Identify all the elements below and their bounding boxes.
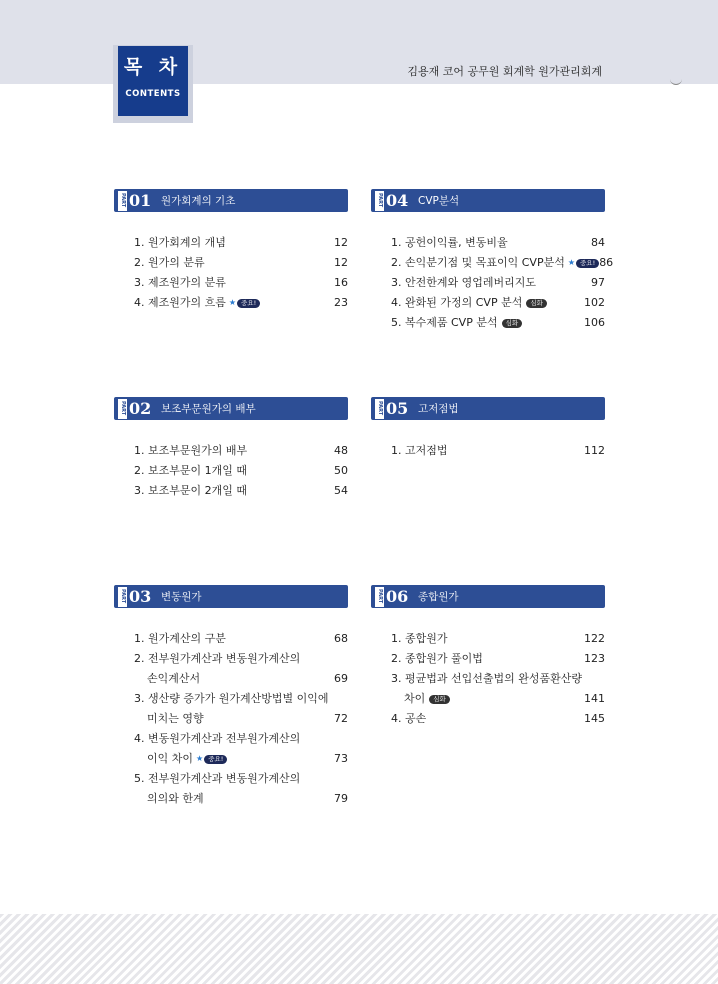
toc-entry[interactable] <box>134 253 348 273</box>
toc-entry-title: 손익계산서 <box>147 672 201 685</box>
section-title: 변동원가 <box>161 591 202 603</box>
toc-entry-title: 4. 공손 <box>391 712 427 725</box>
toc-entry[interactable] <box>134 629 348 649</box>
section-02 <box>114 397 348 501</box>
advanced-tag: 심화 <box>429 695 450 704</box>
toc-page-number: 112 <box>584 444 605 457</box>
toc-entry-title: 3. 평균법과 선입선출법의 완성품환산량 <box>391 672 582 685</box>
toc-page-number: 54 <box>334 484 348 497</box>
toc-entry-title: 이익 차이 ★ 중요! <box>134 749 227 769</box>
toc-entry-title: 3. 생산량 증가가 원가계산방법별 이익에 <box>134 692 329 705</box>
toc-entry-title: 3. 안전한계와 영업레버리지도 <box>391 276 536 289</box>
toc-entry-title: 2. 보조부문이 1개일 때 <box>134 464 247 477</box>
toc-entry[interactable] <box>391 233 605 253</box>
toc-entry-title: 4. 변동원가계산과 전부원가계산의 <box>134 732 301 745</box>
toc-entry[interactable] <box>134 709 348 729</box>
toc-entry[interactable] <box>391 293 605 313</box>
star-icon: ★ <box>228 298 237 307</box>
important-tag: 중요! <box>204 755 227 764</box>
part-label: PART <box>375 587 384 607</box>
toc-entry[interactable] <box>134 481 348 501</box>
part-label: PART <box>375 399 384 419</box>
toc-entry[interactable] <box>134 749 348 769</box>
toc-page-number: 123 <box>584 652 605 665</box>
important-tag: 중요! <box>576 259 599 268</box>
toc-page-number: 84 <box>591 236 605 249</box>
toc-entry[interactable] <box>134 669 348 689</box>
toc-entry[interactable] <box>391 441 605 461</box>
toc-entry-title: 5. 전부원가계산과 변동원가계산의 <box>134 772 301 785</box>
toc-entry-title: 의의와 한계 <box>147 792 204 805</box>
toc-entry[interactable] <box>134 769 348 789</box>
toc-entry-title: 4. 제조원가의 흐름 ★ 중요! <box>134 293 260 313</box>
toc-entry-title: 1. 보조부문원가의 배부 <box>134 444 248 457</box>
advanced-tag: 심화 <box>502 319 523 328</box>
toc-page-number: 102 <box>584 296 605 309</box>
toc-page-number: 23 <box>334 296 348 309</box>
section-04 <box>371 189 614 333</box>
toc-entry-title: 차이 심화 <box>391 689 450 709</box>
toc-page-number: 72 <box>334 712 348 725</box>
toc-entry[interactable] <box>391 313 605 333</box>
toc-page-number: 12 <box>334 256 348 269</box>
advanced-tag: 심화 <box>526 299 547 308</box>
toc-entry-title: 미치는 영향 <box>147 712 204 725</box>
section-title: 보조부문원가의 배부 <box>161 403 256 415</box>
toc-entry[interactable] <box>134 461 348 481</box>
important-tag: 중요! <box>237 299 260 308</box>
toc-entry-title: 1. 공헌이익률, 변동비율 <box>391 236 508 249</box>
toc-entry-title: 5. 복수제품 CVP 분석 심화 <box>391 313 522 333</box>
toc-page-number: 79 <box>334 792 348 805</box>
section-header <box>371 397 605 420</box>
toc-entry[interactable] <box>391 629 605 649</box>
section-header <box>371 189 605 212</box>
toc-page-number: 16 <box>334 276 348 289</box>
toc-entry[interactable] <box>134 273 348 293</box>
toc-entry[interactable] <box>134 689 348 709</box>
toc-entry-title: 2. 손익분기점 및 목표이익 CVP분석 ★ 중요! <box>391 253 599 273</box>
toc-page-number: 50 <box>334 464 348 477</box>
section-01 <box>114 189 348 313</box>
toc-entry[interactable] <box>134 441 348 461</box>
toc-page-number: 73 <box>334 752 348 765</box>
section-number: 03 <box>129 587 152 606</box>
part-label: PART <box>118 399 127 419</box>
section-title: 종합원가 <box>418 591 459 603</box>
section-number: 04 <box>386 191 409 210</box>
toc-page-number: 122 <box>584 632 605 645</box>
toc-page-number: 106 <box>584 316 605 329</box>
section-header <box>371 585 605 608</box>
footer-band <box>0 914 718 984</box>
star-icon: ★ <box>567 258 576 267</box>
section-number: 06 <box>386 587 409 606</box>
section-number: 01 <box>129 191 152 210</box>
toc-entry[interactable] <box>391 709 605 729</box>
toc-page-number: 141 <box>584 692 605 705</box>
section-03 <box>114 585 348 809</box>
toc-entry-title: 3. 보조부문이 2개일 때 <box>134 484 247 497</box>
toc-entry[interactable] <box>134 789 348 809</box>
toc-entry[interactable] <box>391 669 605 689</box>
section-header <box>114 397 348 420</box>
toc-entry[interactable] <box>391 649 605 669</box>
toc-page-number: 86 <box>599 256 614 269</box>
toc-page-number: 48 <box>334 444 348 457</box>
toc-entry-title: 1. 원가회계의 개념 <box>134 236 226 249</box>
section-number: 05 <box>386 399 409 418</box>
toc-entry-title: 2. 전부원가계산과 변동원가계산의 <box>134 652 301 665</box>
section-title: 고저점법 <box>418 403 459 415</box>
toc-page-number: 12 <box>334 236 348 249</box>
part-label: PART <box>118 587 127 607</box>
star-icon: ★ <box>196 754 204 763</box>
part-label: PART <box>118 191 127 211</box>
toc-entry-title: 2. 원가의 분류 <box>134 256 205 269</box>
toc-page-number: 145 <box>584 712 605 725</box>
toc-entry-title: 1. 원가계산의 구분 <box>134 632 226 645</box>
contents-badge <box>118 46 188 116</box>
toc-entry-title: 1. 고저점법 <box>391 444 448 457</box>
section-header <box>114 585 348 608</box>
toc-entry-title: 1. 종합원가 <box>391 632 448 645</box>
badge-subtitle: CONTENTS <box>125 89 181 99</box>
toc-entry[interactable] <box>134 729 348 749</box>
header-band <box>0 0 718 84</box>
part-label: PART <box>375 191 384 211</box>
toc-entry-title: 3. 제조원가의 분류 <box>134 276 226 289</box>
badge-title: 목 차 <box>123 56 183 78</box>
toc-entry[interactable] <box>134 293 348 313</box>
toc-entry[interactable] <box>134 233 348 253</box>
toc-entry[interactable] <box>391 273 605 293</box>
toc-entry-title: 2. 종합원가 풀이법 <box>391 652 483 665</box>
toc-entry[interactable] <box>391 253 614 273</box>
toc-page-number: 97 <box>591 276 605 289</box>
section-06 <box>371 585 605 729</box>
toc-entry[interactable] <box>134 649 348 669</box>
section-05 <box>371 397 605 461</box>
book-title: 김용재 코어 공무원 회계학 원가관리회계 <box>407 65 602 78</box>
toc-entry[interactable] <box>391 689 605 709</box>
toc-page-number: 68 <box>334 632 348 645</box>
section-title: 원가회계의 기초 <box>161 195 236 207</box>
section-number: 02 <box>129 399 152 418</box>
section-header <box>114 189 348 212</box>
section-title: CVP분석 <box>418 195 460 207</box>
toc-page-number: 69 <box>334 672 348 685</box>
toc-entry-title: 4. 완화된 가정의 CVP 분석 심화 <box>391 293 547 313</box>
